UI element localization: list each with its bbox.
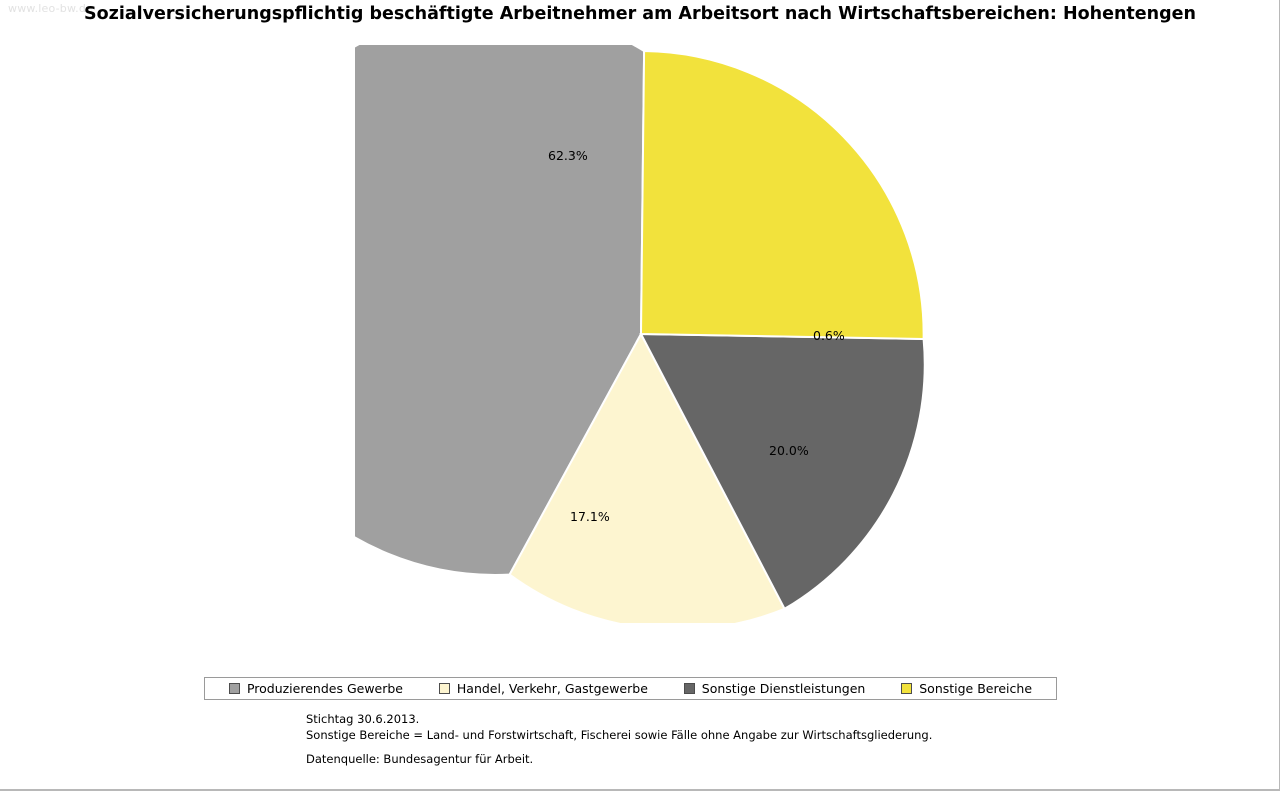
pie-label-sonstige-bereiche: 0.6%	[813, 328, 845, 343]
legend-swatch-icon	[229, 683, 240, 694]
footnote-sonstige-bereiche: Sonstige Bereiche = Land- und Forstwirtschaft, Fischerei sowie Fälle ohne Angabe zur Wirtschaftsgliederung.	[306, 727, 933, 742]
pie-label-sonstige-dienstleistungen: 20.0%	[769, 443, 809, 458]
pie-chart	[355, 45, 927, 623]
footnote-stichtag: Stichtag 30.6.2013.	[306, 712, 420, 726]
legend-item-sonstige-bereiche[interactable]	[901, 681, 1032, 696]
legend-item-produzierendes-gewerbe[interactable]	[229, 681, 403, 696]
legend-label: Sonstige Dienstleistungen	[701, 681, 866, 696]
legend-label: Produzierendes Gewerbe	[246, 681, 403, 696]
legend-swatch-icon	[901, 683, 912, 694]
legend-item-sonstige-dienstleistungen[interactable]	[684, 681, 866, 696]
pie-label-produzierendes-gewerbe: 62.3%	[548, 148, 588, 163]
page-title: Sozialversicherungspflichtig beschäftigte Arbeitnehmer am Arbeitsort nach Wirtschaftsbereichen: Hohentengen	[84, 4, 1196, 24]
chart-footnotes	[306, 712, 932, 743]
legend-swatch-icon	[684, 683, 695, 694]
pie-label-handel-verkehr-gastgewerbe: 17.1%	[570, 509, 610, 524]
pie-slice-sonstige-bereiche[interactable]	[641, 51, 924, 339]
chart-legend	[204, 677, 1057, 700]
legend-swatch-icon	[439, 683, 450, 694]
frame-bottom-divider	[0, 789, 1280, 790]
watermark-text: www.leo-bw.de	[8, 2, 94, 15]
footnote-datenquelle: Datenquelle: Bundesagentur für Arbeit.	[306, 752, 534, 766]
legend-item-handel-verkehr-gastgewerbe[interactable]	[439, 681, 648, 696]
legend-label: Handel, Verkehr, Gastgewerbe	[456, 681, 648, 696]
legend-label: Sonstige Bereiche	[919, 681, 1033, 696]
